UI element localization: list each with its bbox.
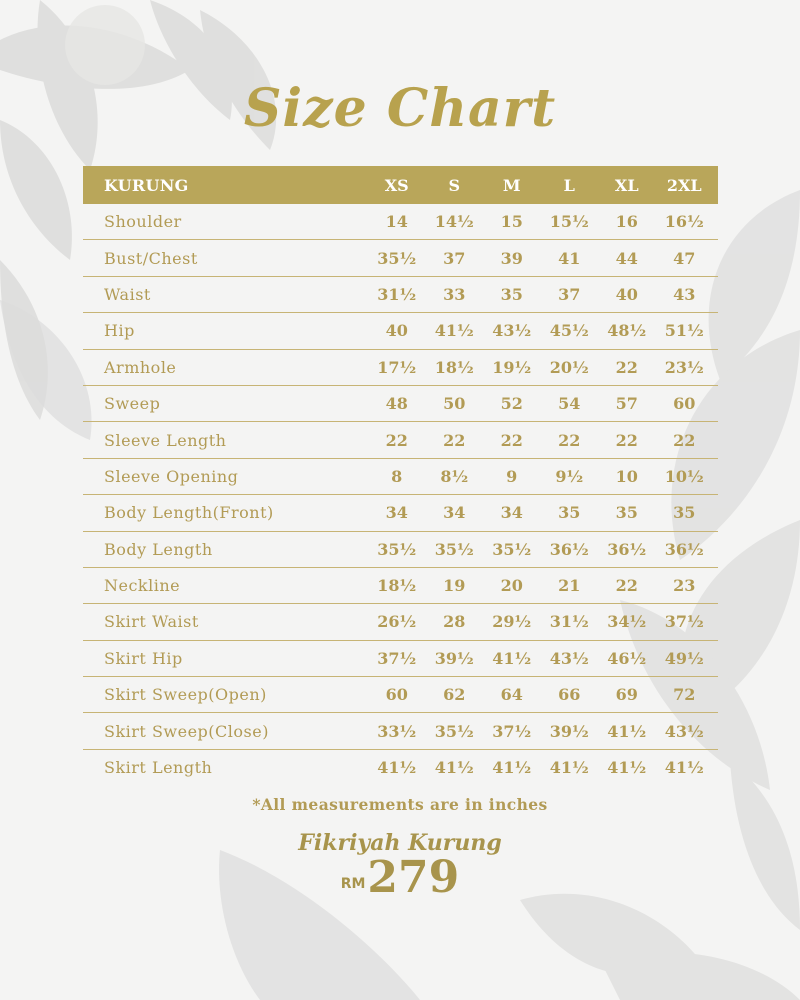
measurement-value: 31½ bbox=[377, 284, 417, 304]
measurement-value: 26½ bbox=[377, 612, 417, 632]
measurement-value: 17½ bbox=[377, 357, 417, 377]
table-row bbox=[83, 350, 718, 386]
measurement-label: Neckline bbox=[104, 576, 181, 596]
measurement-label: Sleeve Opening bbox=[104, 466, 239, 486]
measurement-value: 72 bbox=[673, 685, 696, 705]
measurement-label: Shoulder bbox=[104, 212, 182, 232]
table-row bbox=[83, 422, 718, 458]
measurement-value: 41 bbox=[558, 248, 581, 268]
measurement-value: 18½ bbox=[434, 357, 474, 377]
table-row bbox=[83, 641, 718, 677]
measurement-value: 35½ bbox=[434, 539, 474, 559]
measurement-value: 45½ bbox=[549, 321, 589, 341]
measurement-value: 29½ bbox=[492, 612, 532, 632]
measurement-value: 21 bbox=[558, 576, 581, 596]
measurement-value: 35½ bbox=[492, 539, 532, 559]
measurement-value: 37½ bbox=[492, 721, 532, 741]
measurement-value: 37 bbox=[443, 248, 466, 268]
measurement-value: 23½ bbox=[664, 357, 704, 377]
measurement-label: Skirt Sweep(Open) bbox=[104, 685, 267, 705]
table-body bbox=[83, 204, 718, 785]
measurement-value: 57 bbox=[615, 394, 638, 414]
measurement-label: Sweep bbox=[104, 394, 161, 414]
measurement-value: 62 bbox=[443, 685, 466, 705]
measurement-value: 43 bbox=[673, 284, 696, 304]
measurement-value: 16½ bbox=[664, 212, 704, 232]
price-currency: RM bbox=[340, 876, 366, 892]
measurement-value: 8 bbox=[391, 466, 403, 486]
measurement-value: 35½ bbox=[377, 539, 417, 559]
measurement-value: 31½ bbox=[549, 612, 589, 632]
table-row bbox=[83, 568, 718, 604]
measurement-value: 41½ bbox=[664, 758, 704, 778]
measurement-value: 20½ bbox=[549, 357, 589, 377]
measurement-value: 33½ bbox=[377, 721, 417, 741]
measurement-value: 49½ bbox=[664, 648, 704, 668]
measurement-label: Bust/Chest bbox=[104, 248, 198, 268]
measurement-value: 16 bbox=[615, 212, 638, 232]
measurement-value: 34 bbox=[500, 503, 523, 523]
measurement-value: 19½ bbox=[492, 357, 532, 377]
measurement-value: 41½ bbox=[377, 758, 417, 778]
measurement-value: 41½ bbox=[607, 758, 647, 778]
measurement-value: 50 bbox=[443, 394, 466, 414]
measurement-label: Skirt Sweep(Close) bbox=[104, 721, 269, 741]
measurement-value: 9 bbox=[506, 466, 518, 486]
measurement-label: Armhole bbox=[104, 357, 177, 377]
table-row bbox=[83, 532, 718, 568]
measurement-value: 18½ bbox=[377, 576, 417, 596]
measurement-value: 40 bbox=[385, 321, 408, 341]
measurement-value: 15½ bbox=[549, 212, 589, 232]
measurement-value: 44 bbox=[615, 248, 638, 268]
measurement-value: 10 bbox=[615, 466, 638, 486]
measurement-label: Skirt Waist bbox=[104, 612, 199, 632]
measurement-note: *All measurements are in inches bbox=[252, 795, 548, 814]
flower-center-icon bbox=[65, 5, 145, 85]
measurement-value: 41½ bbox=[434, 321, 474, 341]
measurement-value: 41½ bbox=[492, 648, 532, 668]
measurement-value: 20 bbox=[500, 576, 523, 596]
measurement-value: 52 bbox=[500, 394, 523, 414]
measurement-value: 34½ bbox=[607, 612, 647, 632]
measurement-value: 28 bbox=[443, 612, 466, 632]
measurement-value: 46½ bbox=[607, 648, 647, 668]
measurement-value: 66 bbox=[558, 685, 581, 705]
table-row bbox=[83, 313, 718, 349]
table-row bbox=[83, 240, 718, 276]
measurement-value: 35½ bbox=[377, 248, 417, 268]
table-row bbox=[83, 459, 718, 495]
measurement-value: 41½ bbox=[434, 758, 474, 778]
measurement-value: 22 bbox=[615, 430, 638, 450]
measurement-label: Sleeve Length bbox=[104, 430, 227, 450]
measurement-value: 41½ bbox=[607, 721, 647, 741]
measurement-value: 14 bbox=[385, 212, 408, 232]
measurement-label: Hip bbox=[104, 321, 135, 341]
price-block bbox=[0, 852, 800, 903]
measurement-value: 47 bbox=[673, 248, 696, 268]
measurement-label: Waist bbox=[104, 284, 151, 304]
header-size-l: L bbox=[563, 175, 575, 195]
measurement-value: 22 bbox=[385, 430, 408, 450]
measurement-value: 39½ bbox=[549, 721, 589, 741]
measurement-label: Body Length bbox=[104, 539, 213, 559]
measurement-value: 60 bbox=[385, 685, 408, 705]
measurement-value: 22 bbox=[500, 430, 523, 450]
measurement-value: 41½ bbox=[492, 758, 532, 778]
measurement-value: 34 bbox=[385, 503, 408, 523]
header-size-xl: XL bbox=[614, 175, 639, 195]
measurement-value: 43½ bbox=[549, 648, 589, 668]
header-size-s: S bbox=[448, 175, 461, 195]
measurement-value: 35 bbox=[673, 503, 696, 523]
table-row bbox=[83, 713, 718, 749]
measurement-value: 22 bbox=[673, 430, 696, 450]
measurement-value: 40 bbox=[615, 284, 638, 304]
measurement-value: 22 bbox=[558, 430, 581, 450]
measurement-value: 41½ bbox=[549, 758, 589, 778]
measurement-value: 19 bbox=[443, 576, 466, 596]
table-row bbox=[83, 677, 718, 713]
table-row bbox=[83, 495, 718, 531]
measurement-value: 14½ bbox=[434, 212, 474, 232]
measurement-value: 39 bbox=[500, 248, 523, 268]
measurement-label: Body Length(Front) bbox=[104, 503, 274, 523]
measurement-value: 22 bbox=[443, 430, 466, 450]
table-row bbox=[83, 386, 718, 422]
price-value: 279 bbox=[367, 852, 460, 903]
table-row bbox=[83, 750, 718, 785]
measurement-value: 37 bbox=[558, 284, 581, 304]
measurement-value: 36½ bbox=[607, 539, 647, 559]
measurement-value: 60 bbox=[673, 394, 696, 414]
product-name: Fikriyah Kurung bbox=[298, 830, 502, 856]
measurement-value: 48½ bbox=[607, 321, 647, 341]
measurement-value: 22 bbox=[615, 357, 638, 377]
measurement-value: 35 bbox=[615, 503, 638, 523]
measurement-value: 35½ bbox=[434, 721, 474, 741]
measurement-value: 51½ bbox=[664, 321, 704, 341]
measurement-value: 37½ bbox=[664, 612, 704, 632]
measurement-value: 64 bbox=[500, 685, 523, 705]
measurement-label: Skirt Length bbox=[104, 758, 213, 778]
table-header bbox=[83, 166, 718, 204]
table-row bbox=[83, 604, 718, 640]
measurement-value: 10½ bbox=[664, 466, 704, 486]
measurement-value: 37½ bbox=[377, 648, 417, 668]
measurement-value: 35 bbox=[558, 503, 581, 523]
measurement-value: 15 bbox=[500, 212, 523, 232]
header-size-2xl: 2XL bbox=[666, 175, 702, 195]
measurement-value: 23 bbox=[673, 576, 696, 596]
measurement-value: 43½ bbox=[664, 721, 704, 741]
measurement-value: 22 bbox=[615, 576, 638, 596]
measurement-value: 43½ bbox=[492, 321, 532, 341]
measurement-value: 35 bbox=[500, 284, 523, 304]
header-garment-label: KURUNG bbox=[104, 175, 189, 195]
measurement-value: 33 bbox=[443, 284, 466, 304]
table-row bbox=[83, 204, 718, 240]
measurement-value: 54 bbox=[558, 394, 581, 414]
measurement-value: 36½ bbox=[549, 539, 589, 559]
table-row bbox=[83, 277, 718, 313]
measurement-value: 34 bbox=[443, 503, 466, 523]
measurement-value: 8½ bbox=[440, 466, 469, 486]
measurement-value: 48 bbox=[385, 394, 408, 414]
page-title: Size Chart bbox=[243, 78, 557, 139]
header-size-m: M bbox=[502, 175, 521, 195]
size-chart-table bbox=[83, 166, 718, 785]
measurement-value: 39½ bbox=[434, 648, 474, 668]
measurement-label: Skirt Hip bbox=[104, 648, 183, 668]
header-size-xs: XS bbox=[384, 175, 409, 195]
measurement-value: 9½ bbox=[555, 466, 584, 486]
measurement-value: 36½ bbox=[664, 539, 704, 559]
measurement-value: 69 bbox=[615, 685, 638, 705]
